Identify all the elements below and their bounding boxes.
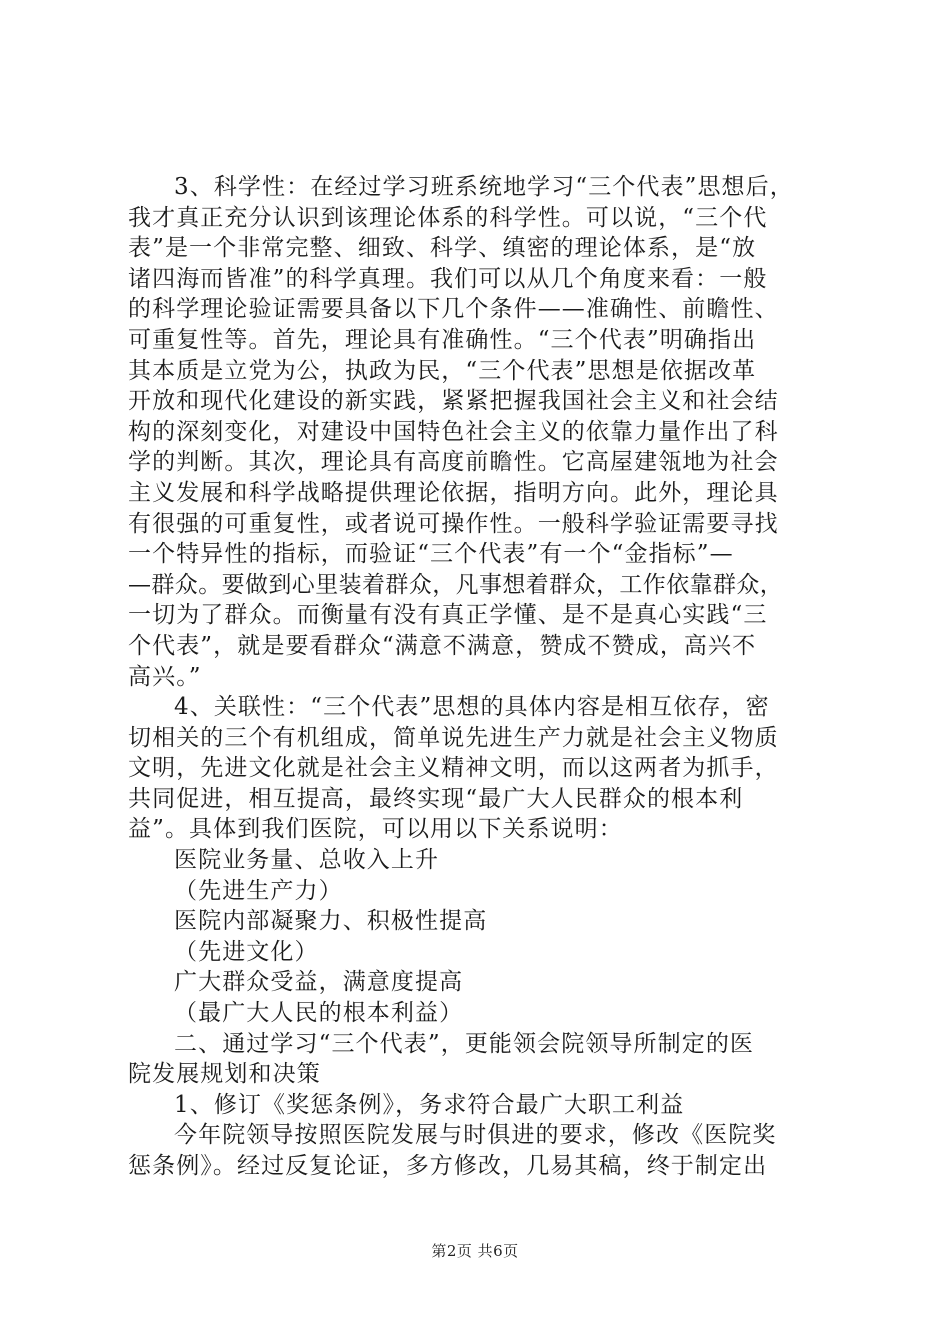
paragraph-4-line-4: 共同促进，相互提高，最终实现“最广大人民群众的根本利 — [128, 785, 744, 812]
relation-item-1: 医院业务量、总收入上升 — [174, 847, 440, 874]
paragraph-3-line-4: 诸四海而皆准”的科学真理。我们可以从几个角度来看：一般 — [128, 265, 768, 292]
paragraph-4-line-3: 文明，先进文化就是社会主义精神文明，而以这两者为抓手， — [128, 755, 779, 782]
relation-item-2: 医院内部凝聚力、积极性提高 — [174, 908, 488, 935]
paragraph-3-line-15: 一切为了群众。而衡量有没有真正学懂、是不是真心实践“三 — [128, 602, 768, 629]
paragraph-3-line-9: 构的深刻变化，对建设中国特色社会主义的依靠力量作出了科 — [128, 418, 779, 445]
paragraph-3-line-17: 高兴。” — [128, 663, 202, 690]
paragraph-3-line-7: 其本质是立党为公，执政为民，“三个代表”思想是依据改革 — [128, 357, 757, 384]
section-2-heading-line-1: 二、通过学习“三个代表”，更能领会院领导所制定的医 — [174, 1030, 755, 1057]
document-body — [128, 172, 828, 1182]
paragraph-3-line-14: —群众。要做到心里装着群众，凡事想着群众，工作依靠群众， — [128, 571, 784, 598]
paragraph-3-line-1: 3、科学性：在经过学习班系统地学习“三个代表”思想后， — [174, 174, 794, 200]
paragraph-3-line-13: 一个特异性的指标，而验证“三个代表”有一个“金指标”— — [128, 541, 734, 568]
section-2-heading-line-2: 院发展规划和决策 — [128, 1061, 321, 1088]
paragraph-3-line-12: 有很强的可重复性，或者说可操作性。一般科学验证需要寻找 — [128, 510, 779, 537]
paragraph-3-line-5: 的科学理论验证需要具备以下几个条件——准确性、前瞻性、 — [128, 296, 779, 323]
subsection-1-heading: 1、修订《奖惩条例》，务求符合最广大职工利益 — [174, 1091, 685, 1118]
paragraph-4-line-1: 4、关联性：“三个代表”思想的具体内容是相互依存，密 — [174, 694, 770, 721]
paragraph-3-line-11: 主义发展和科学战略提供理论依据，指明方向。此外，理论具 — [128, 479, 779, 506]
subsection-1-line-2: 惩条例》。经过反复论证，多方修改，几易其稿，终于制定出 — [128, 1153, 768, 1179]
paragraph-3-line-2: 我才真正充分认识到该理论体系的科学性。可以说，“三个代 — [128, 204, 768, 231]
relation-item-1-note: （先进生产力） — [174, 877, 343, 904]
page-number-footer: 第2页 共6页 — [431, 1242, 519, 1260]
paragraph-3-line-6: 可重复性等。首先，理论具有准确性。“三个代表”明确指出 — [128, 326, 757, 353]
paragraph-3-line-8: 开放和现代化建设的新实践，紧紧把握我国社会主义和社会结 — [128, 388, 779, 415]
paragraph-3-line-10: 学的判断。其次，理论具有高度前瞻性。它高屋建瓴地为社会 — [128, 449, 779, 476]
relation-item-2-note: （先进文化） — [174, 938, 319, 965]
paragraph-3-line-3: 表”是一个非常完整、细致、科学、缜密的理论体系，是“放 — [128, 235, 757, 262]
paragraph-4-line-5: 益”。具体到我们医院，可以用以下关系说明： — [128, 816, 623, 843]
subsection-1-line-1: 今年院领导按照医院发展与时俱进的要求，修改《医院奖 — [174, 1122, 777, 1149]
relation-item-3: 广大群众受益，满意度提高 — [174, 969, 464, 996]
paragraph-3-line-16: 个代表”，就是要看群众“满意不满意，赞成不赞成，高兴不 — [128, 632, 757, 659]
relation-item-3-note: （最广大人民的根本利益） — [174, 1000, 464, 1027]
paragraph-4-line-2: 切相关的三个有机组成，简单说先进生产力就是社会主义物质 — [128, 724, 779, 751]
